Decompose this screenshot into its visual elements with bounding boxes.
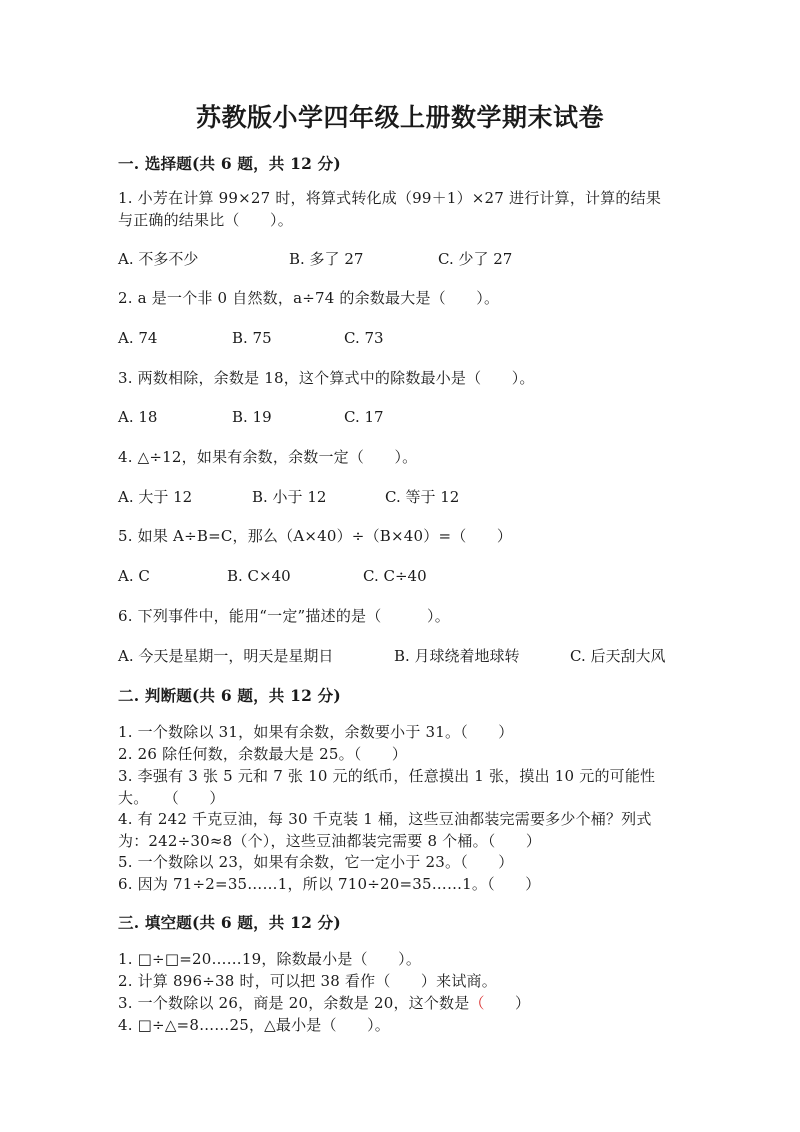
exam-title: 苏教版小学四年级上册数学期末试卷 xyxy=(195,103,604,132)
option-b: B. 19 xyxy=(232,408,272,426)
question-text: 4. △÷12，如果有余数，余数一定（ ）。 xyxy=(118,448,418,466)
fill-line: 2. 计算 896÷38 时，可以把 38 看作（ ）来试商。 xyxy=(118,972,497,990)
question-text: 1. 小芳在计算 99×27 时，将算式转化成（99＋1）×27 进行计算，计算的结果 xyxy=(118,189,662,207)
question-text: 3. 两数相除，余数是 18，这个算式中的除数最小是（ ）。 xyxy=(118,369,535,387)
option-c: C. 等于 12 xyxy=(385,488,460,506)
judgement-line: 2. 26 除任何数，余数最大是 25。（ ） xyxy=(118,745,408,763)
option-a: A. 18 xyxy=(118,408,158,426)
question-text: 6. 下列事件中，能用“一定”描述的是（ ）。 xyxy=(118,607,450,625)
red-parenthesis: （ xyxy=(469,994,485,1012)
judgement-line: 为：242÷30≈8（个），这些豆油都装完需要 8 个桶。（ ） xyxy=(118,832,542,850)
judgement-line: 3. 李强有 3 张 5 元和 7 张 10 元的纸币，任意摸出 1 张，摸出 10 元的可能性 xyxy=(118,767,656,785)
question-text: 2. a 是一个非 0 自然数，a÷74 的余数最大是（ ）。 xyxy=(118,289,500,307)
question-text: 5. 如果 A÷B=C，那么（A×40）÷（B×40）=（ ） xyxy=(118,527,513,545)
option-a: A. 74 xyxy=(118,329,158,347)
option-c: C. 后天刮大风 xyxy=(570,647,666,665)
option-b: B. 小于 12 xyxy=(252,488,327,506)
judgement-line: 4. 有 242 千克豆油，每 30 千克装 1 桶，这些豆油都装完需要多少个桶？列式 xyxy=(118,810,652,828)
option-c: C. 17 xyxy=(344,408,384,426)
option-a: A. 今天是星期一，明天是星期日 xyxy=(118,647,334,665)
fill-line-3 xyxy=(118,992,530,1014)
section-heading-fill: 三. 填空题(共 6 题，共 12 分) xyxy=(118,913,341,932)
option-a: A. 不多不少 xyxy=(118,250,199,268)
judgement-line: 5. 一个数除以 23，如果有余数，它一定小于 23。（ ） xyxy=(118,853,514,871)
option-c: C. 73 xyxy=(344,329,384,347)
paren-tail: ） xyxy=(484,994,531,1012)
option-b: B. 75 xyxy=(232,329,272,347)
option-b: B. C×40 xyxy=(227,567,291,585)
fill-line: 4. □÷△=8……25，△最小是（ ）。 xyxy=(118,1016,390,1034)
option-a: A. 大于 12 xyxy=(118,488,193,506)
option-b: B. 多了 27 xyxy=(289,250,364,268)
option-c: C. C÷40 xyxy=(363,567,427,585)
option-a: A. C xyxy=(118,567,150,585)
fill-line-text: 3. 一个数除以 26，商是 20，余数是 20，这个数是 xyxy=(118,994,470,1012)
option-c: C. 少了 27 xyxy=(438,250,513,268)
question-text: 与正确的结果比（ ）。 xyxy=(118,211,293,229)
fill-line: 1. □÷□=20……19，除数最小是（ ）。 xyxy=(118,950,422,968)
section-heading-choice: 一. 选择题(共 6 题，共 12 分) xyxy=(118,154,341,173)
judgement-line: 1. 一个数除以 31，如果有余数，余数要小于 31。（ ） xyxy=(118,723,514,741)
option-b: B. 月球绕着地球转 xyxy=(394,647,520,665)
judgement-line: 大。 （ ） xyxy=(118,789,225,807)
judgement-line: 6. 因为 71÷2=35……1，所以 710÷20=35……1。（ ） xyxy=(118,875,541,893)
section-heading-judgement: 二. 判断题(共 6 题，共 12 分) xyxy=(118,686,341,705)
